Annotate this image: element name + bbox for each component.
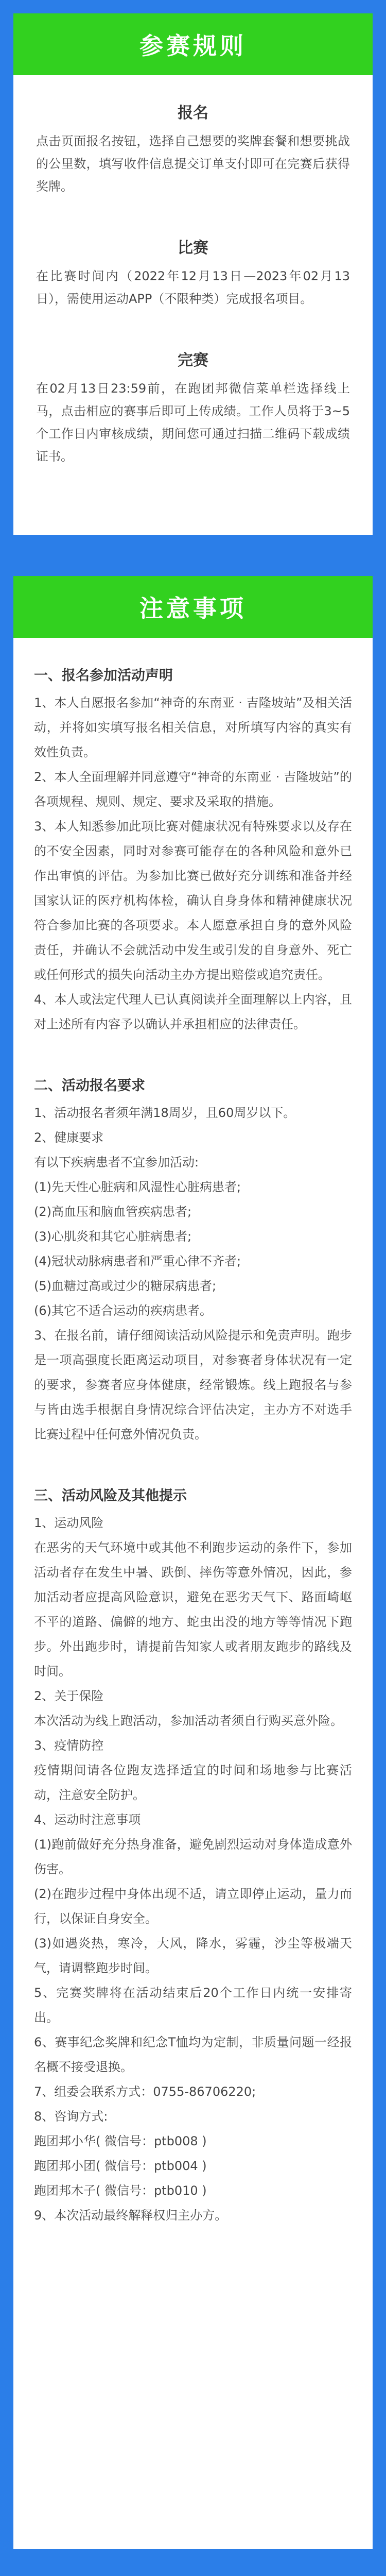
section-line: 疫情期间请各位跑友选择适宜的时间和场地参与比赛活动，注意安全防护。 (34, 1763, 352, 1802)
rule-text: 点击页面报名按钮，选择自己想要的奖牌套餐和想要挑战的公里数，填写收件信息提交订单支付即可在完赛后获得奖牌。 (36, 134, 350, 194)
section-line: 1、运动风险 (34, 1516, 104, 1530)
section-line: (5)血糖过高或过少的糖尿病患者; (34, 1279, 217, 1293)
section-line: 9、本次活动最终解释权归主办方。 (34, 2208, 227, 2223)
section-line: 有以下疾病患者不宜参加活动: (34, 1155, 199, 1170)
notes-card (13, 576, 373, 2549)
section-line: (1)跑前做好充分热身准备，避免剧烈运动对身体造成意外伤害。 (34, 1837, 352, 1876)
section-line: 跑团邦木子( 微信号：ptb010 ) (34, 2183, 207, 2198)
rule-title: 比赛 (178, 239, 208, 257)
section-line: 1、活动报名者须年满18周岁，且60周岁以下。 (34, 1106, 296, 1120)
notes-section (34, 1074, 352, 1447)
section-line: 2、健康要求 (34, 1130, 104, 1145)
rule-block-finish (36, 347, 350, 468)
section-line: 本次活动为线上跑活动，参加活动者须自行购买意外险。 (34, 1714, 343, 1728)
notes-section (34, 664, 352, 1037)
section-line: 跑团邦小团( 微信号：ptb004 ) (34, 2159, 207, 2173)
rule-block-signup (36, 100, 350, 198)
section-line: (6)其它不适合运动的疾病患者。 (34, 1303, 212, 1318)
section-line: 5、完赛奖牌将在活动结束后20个工作日内统一安排寄出。 (34, 1986, 352, 2025)
section-line: (2)在跑步过程中身体出现不适，请立即停止运动，量力而行，以保证自身安全。 (34, 1887, 352, 1926)
section-line: 2、关于保险 (34, 1689, 104, 1703)
section-line: (3)如遇炎热，寒冷，大风，降水，雾霾，沙尘等极端天气，请调整跑步时间。 (34, 1936, 352, 1975)
section-line: 3、疫情防控 (34, 1738, 104, 1753)
section-line: (2)高血压和脑血管疾病患者; (34, 1205, 192, 1219)
notes-body (13, 638, 373, 2228)
section-line: 2、本人全面理解并同意遵守“神奇的东南亚 · 吉隆坡站”的各项规程、规则、规定、要求及采取的措施。 (34, 770, 352, 809)
section-line: 4、运动时注意事项 (34, 1812, 141, 1827)
rule-text: 在02月13日23:59前，在跑团邦微信菜单栏选择线上马，点击相应的赛事后即可上传成绩。工作人员将于3~5个工作日内审核成绩，期间您可通过扫描二维码下载成绩证书。 (36, 381, 350, 464)
section-line: 跑团邦小华( 微信号：ptb008 ) (34, 2134, 207, 2148)
rule-title: 报名 (178, 104, 208, 122)
section-line: 7、组委会联系方式：0755-86706220; (34, 2084, 256, 2099)
section-line: 6、赛事纪念奖牌和纪念T恤均为定制，非质量问题一经报名概不接受退换。 (34, 2035, 352, 2074)
section-line: (3)心肌炎和其它心脏病患者; (34, 1229, 192, 1244)
rule-text: 在比赛时间内（2022年12月13日—2023年02月13日），需使用运动APP（不限种类）完成报名项目。 (36, 269, 350, 306)
section-title: 二、活动报名要求 (34, 1078, 145, 1094)
rules-body (13, 75, 373, 468)
footer-background (0, 2566, 386, 2576)
section-line: 在恶劣的天气环境中或其他不利跑步运动的条件下，参加活动者存在发生中暑、跌倒、摔伤等意外情况，因此，参加活动者应提高风险意识，避免在恶劣天气下、路面崎岖不平的道路、偏僻的地方、蛇虫出没的地方等等情况下跑步。外出跑步时，请提前告知家人或者朋友跑步的路线及时间。 (34, 1540, 352, 1679)
section-title: 三、活动风险及其他提示 (34, 1488, 187, 1504)
section-line: 1、本人自愿报名参加“神奇的东南亚 · 吉隆坡站”及相关活动，并将如实填写报名相关信息，对所填写内容的真实有效性负责。 (34, 696, 352, 759)
section-line: 8、咨询方式: (34, 2109, 108, 2124)
rule-title: 完赛 (178, 351, 208, 369)
section-title: 一、报名参加活动声明 (34, 668, 173, 684)
section-line: (1)先天性心脏病和风湿性心脏病患者; (34, 1180, 241, 1194)
section-line: 3、在报名前，请仔细阅读活动风险提示和免责声明。跑步是一项高强度长距离运动项目，对参赛者身体状况有一定的要求，参赛者应身体健康，经常锻炼。线上跑报名与参与皆由选手根据自身情况综合评估决定，主办方不对选手比赛过程中任何意外情况负责。 (34, 1328, 352, 1442)
notes-header: 注意事项 (13, 576, 373, 638)
section-line: 3、本人知悉参加此项比赛对健康状况有特殊要求以及存在的不安全因素，同时对参赛可能存在的各种风险和意外已作出审慎的评估。为参加比赛已做好充分训练和准备并经国家认证的医疗机构体检，确认自身身体和精神健康状况符合参加比赛的各项要求。本人愿意承担自身的意外风险责任，并确认不会就活动中发生或引发的自身意外、死亡或任何形式的损失向活动主办方提出赔偿或追究责任。 (34, 819, 352, 982)
section-line: (4)冠状动脉病患者和严重心律不齐者; (34, 1254, 241, 1268)
rules-card (13, 13, 373, 535)
rule-block-race (36, 235, 350, 310)
notes-section (34, 1484, 352, 2228)
rules-header: 参赛规则 (13, 13, 373, 75)
section-line: 4、本人或法定代理人已认真阅读并全面理解以上内容，且对上述所有内容予以确认并承担相应的法律责任。 (34, 992, 352, 1031)
